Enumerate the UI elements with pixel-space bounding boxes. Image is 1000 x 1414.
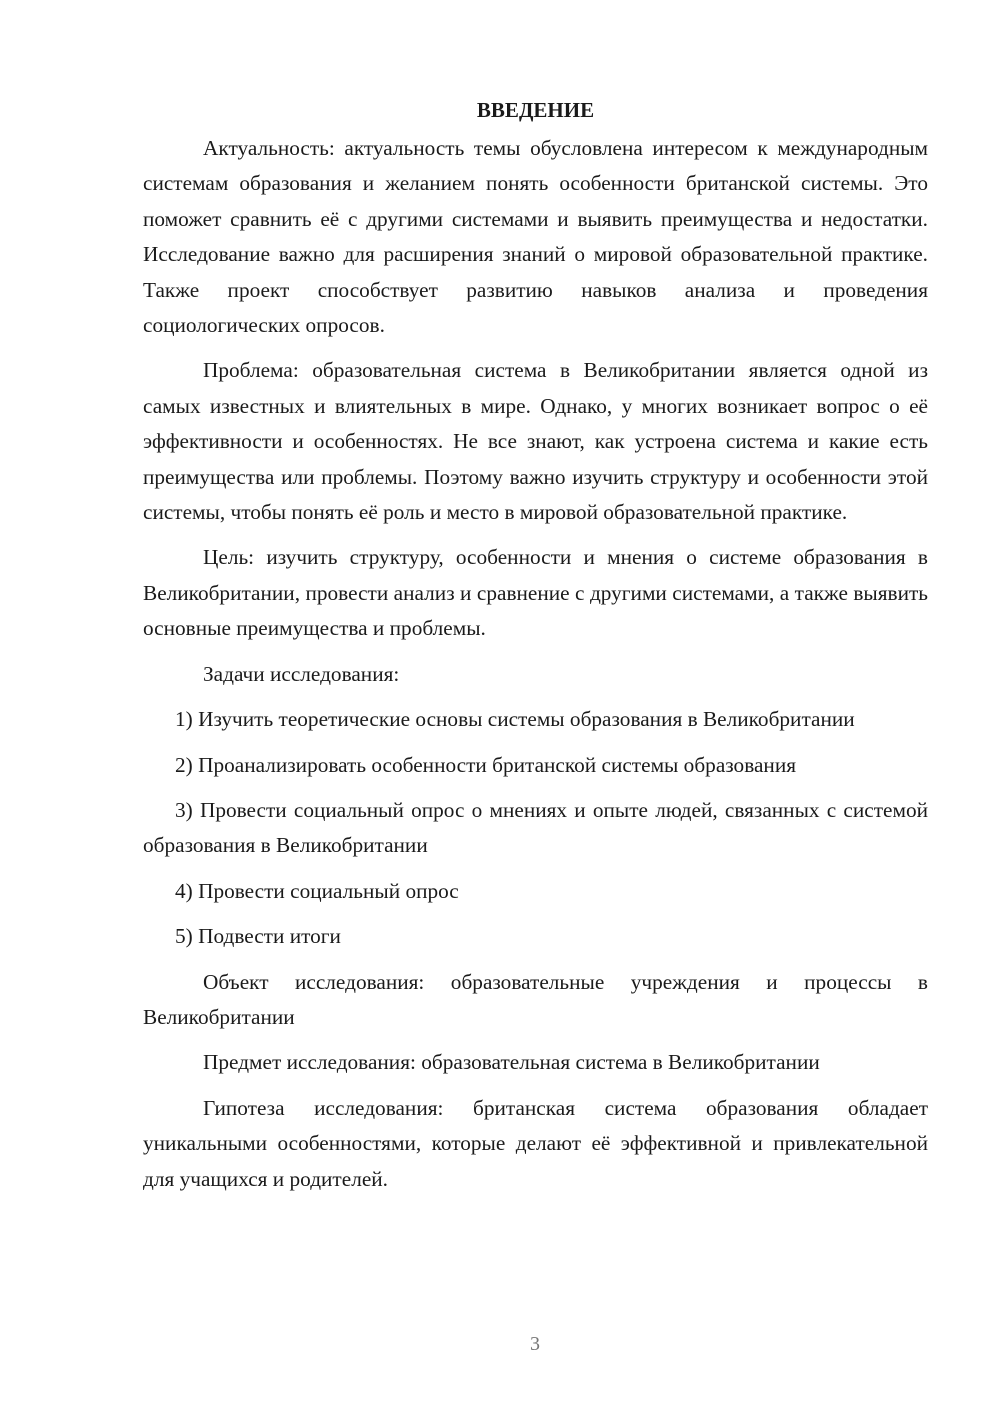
paragraph-relevance: Актуальность: актуальность темы обусловлена интересом к международным системам образования и желанием понять особенности британской системы. Это поможет сравнить её с другими системами и выявить преимущества и недостатки. Исследование важно для расширения знаний о мировой образовательной практике. Также проект способствует развитию навыков анализа и проведения социологических опросов. — [143, 136, 928, 338]
paragraph-goal: Цель: изучить структуру, особенности и мнения о системе образования в Великобритании, провести анализ и сравнение с другими системами, а также выявить основные преимущества и проблемы. — [143, 545, 928, 641]
task-item-1: 1) Изучить теоретические основы системы образования в Великобритании — [175, 707, 855, 732]
paragraph-subject: Предмет исследования: образовательная система в Великобритании — [203, 1050, 820, 1075]
task-item-5: 5) Подвести итоги — [175, 924, 341, 949]
paragraph-object: Объект исследования: образовательные учреждения и процессы в Великобритании — [143, 969, 928, 1029]
document-page — [143, 95, 928, 1207]
task-item-4: 4) Провести социальный опрос — [175, 878, 459, 903]
task-item-3: 3) Провести социальный опрос о мнениях и опыте людей, связанных с системой образования в Великобритании — [143, 797, 928, 858]
tasks-title: Задачи исследования: — [203, 661, 400, 686]
section-heading: ВВЕДЕНИЕ — [476, 98, 595, 122]
page-number: 3 — [530, 1333, 540, 1355]
task-item-2: 2) Проанализировать особенности британской системы образования — [175, 752, 797, 777]
paragraph-hypothesis: Гипотеза исследования: британская система образования обладает уникальными особенностями, которые делают её эффективной и привлекательной для учащихся и родителей. — [143, 1095, 928, 1191]
paragraph-problem: Проблема: образовательная система в Великобритании является одной из самых известных и влиятельных в мире. Однако, у многих возникает вопрос о её эффективности и особенностях. Не все знают, как устроена система и какие есть преимущества или проблемы. Поэтому важно изучить структуру и особенности этой системы, чтобы понять её роль и место в мировой образовательной практике. — [143, 358, 928, 525]
